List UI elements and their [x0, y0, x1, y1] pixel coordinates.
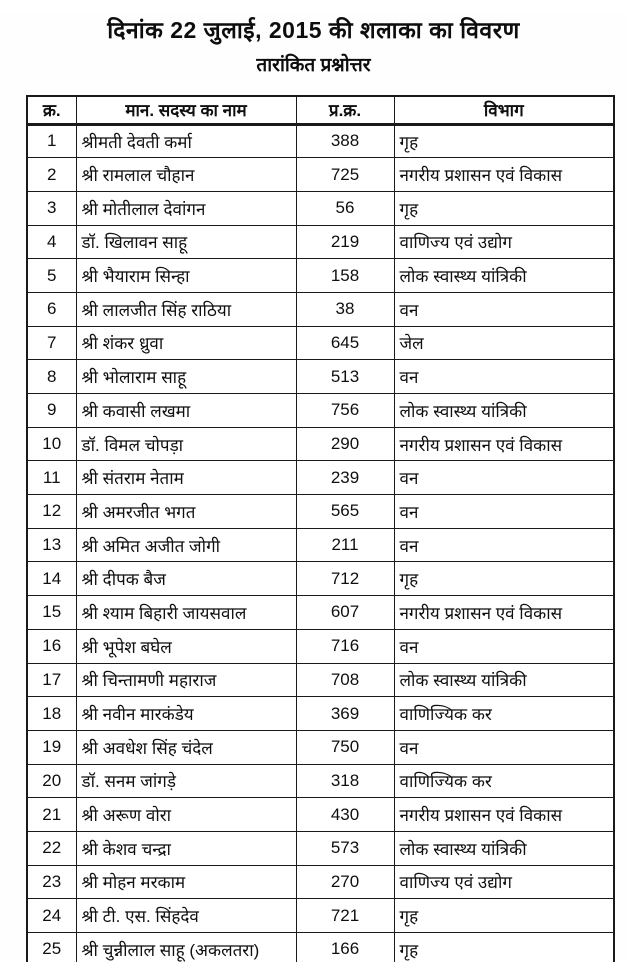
cell-question-number: 56: [296, 191, 394, 225]
cell-member-name: श्री चुन्नीलाल साहू (अकलतरा): [76, 933, 296, 962]
cell-member-name: श्री केशव चन्द्रा: [76, 831, 296, 865]
table-header: [27, 96, 614, 124]
cell-question-number: 750: [296, 730, 394, 764]
table-row: [27, 730, 614, 764]
cell-department: वन: [394, 495, 614, 529]
table-row: [27, 394, 614, 428]
cell-serial-number: 6: [27, 292, 76, 326]
cell-member-name: श्रीमती देवती कर्मा: [76, 124, 296, 158]
table-row: [27, 259, 614, 293]
cell-department: गृह: [394, 933, 614, 962]
table-header-row: [27, 96, 614, 124]
cell-member-name: श्री कवासी लखमा: [76, 394, 296, 428]
cell-department: वाणिज्यिक कर: [394, 697, 614, 731]
cell-department: लोक स्वास्थ्य यांत्रिकी: [394, 259, 614, 293]
table-row: [27, 191, 614, 225]
cell-question-number: 219: [296, 225, 394, 259]
cell-question-number: 211: [296, 528, 394, 562]
table-row: [27, 225, 614, 259]
table-row: [27, 495, 614, 529]
cell-question-number: 239: [296, 461, 394, 495]
question-details-table: [26, 95, 615, 962]
cell-serial-number: 19: [27, 730, 76, 764]
cell-member-name: श्री भूपेश बघेल: [76, 629, 296, 663]
table-row: [27, 865, 614, 899]
cell-question-number: 756: [296, 394, 394, 428]
table-row: [27, 764, 614, 798]
cell-serial-number: 10: [27, 427, 76, 461]
cell-serial-number: 8: [27, 360, 76, 394]
header-serial-number: क्र.: [27, 96, 76, 124]
table-row: [27, 831, 614, 865]
cell-member-name: डॉ. सनम जांगड़े: [76, 764, 296, 798]
cell-serial-number: 20: [27, 764, 76, 798]
cell-question-number: 712: [296, 562, 394, 596]
cell-department: वाणिज्य एवं उद्योग: [394, 225, 614, 259]
cell-department: वन: [394, 360, 614, 394]
table-row: [27, 596, 614, 630]
cell-question-number: 607: [296, 596, 394, 630]
document-page: [0, 13, 627, 962]
cell-serial-number: 13: [27, 528, 76, 562]
table-row: [27, 360, 614, 394]
cell-serial-number: 24: [27, 899, 76, 933]
table-row: [27, 697, 614, 731]
cell-department: वन: [394, 528, 614, 562]
cell-serial-number: 14: [27, 562, 76, 596]
header-department: विभाग: [394, 96, 614, 124]
cell-question-number: 388: [296, 124, 394, 158]
cell-member-name: श्री मोहन मरकाम: [76, 865, 296, 899]
cell-question-number: 318: [296, 764, 394, 798]
table-row: [27, 899, 614, 933]
cell-serial-number: 22: [27, 831, 76, 865]
cell-question-number: 708: [296, 663, 394, 697]
cell-serial-number: 21: [27, 798, 76, 832]
table-row: [27, 427, 614, 461]
cell-member-name: श्री नवीन मारकंडेय: [76, 697, 296, 731]
cell-serial-number: 25: [27, 933, 76, 962]
cell-question-number: 645: [296, 326, 394, 360]
cell-department: गृह: [394, 191, 614, 225]
cell-serial-number: 2: [27, 158, 76, 192]
header-member-name: मान. सदस्य का नाम: [76, 96, 296, 124]
cell-department: गृह: [394, 562, 614, 596]
table-row: [27, 158, 614, 192]
cell-serial-number: 9: [27, 394, 76, 428]
cell-member-name: श्री श्याम बिहारी जायसवाल: [76, 596, 296, 630]
table-row: [27, 798, 614, 832]
cell-question-number: 158: [296, 259, 394, 293]
cell-member-name: श्री चिन्तामणी महाराज: [76, 663, 296, 697]
cell-member-name: श्री रामलाल चौहान: [76, 158, 296, 192]
table-body: [27, 124, 614, 962]
cell-question-number: 573: [296, 831, 394, 865]
table-row: [27, 124, 614, 158]
cell-member-name: श्री अमित अजीत जोगी: [76, 528, 296, 562]
cell-department: नगरीय प्रशासन एवं विकास: [394, 158, 614, 192]
cell-serial-number: 5: [27, 259, 76, 293]
table-row: [27, 292, 614, 326]
cell-member-name: श्री अरूण वोरा: [76, 798, 296, 832]
cell-question-number: 721: [296, 899, 394, 933]
cell-department: लोक स्वास्थ्य यांत्रिकी: [394, 394, 614, 428]
cell-department: जेल: [394, 326, 614, 360]
cell-department: वाणिज्य एवं उद्योग: [394, 865, 614, 899]
table-row: [27, 461, 614, 495]
cell-question-number: 716: [296, 629, 394, 663]
cell-serial-number: 15: [27, 596, 76, 630]
cell-department: गृह: [394, 899, 614, 933]
cell-department: वन: [394, 292, 614, 326]
table-row: [27, 933, 614, 962]
table-row: [27, 326, 614, 360]
cell-question-number: 513: [296, 360, 394, 394]
cell-serial-number: 7: [27, 326, 76, 360]
cell-department: नगरीय प्रशासन एवं विकास: [394, 798, 614, 832]
cell-department: लोक स्वास्थ्य यांत्रिकी: [394, 831, 614, 865]
cell-question-number: 725: [296, 158, 394, 192]
cell-question-number: 270: [296, 865, 394, 899]
cell-question-number: 565: [296, 495, 394, 529]
cell-department: गृह: [394, 124, 614, 158]
cell-department: वाणिज्यिक कर: [394, 764, 614, 798]
cell-serial-number: 4: [27, 225, 76, 259]
cell-member-name: श्री संतराम नेताम: [76, 461, 296, 495]
cell-member-name: श्री मोतीलाल देवांगन: [76, 191, 296, 225]
cell-serial-number: 3: [27, 191, 76, 225]
cell-member-name: डॉ. विमल चोपड़ा: [76, 427, 296, 461]
cell-member-name: श्री भोलाराम साहू: [76, 360, 296, 394]
cell-member-name: श्री अमरजीत भगत: [76, 495, 296, 529]
cell-member-name: श्री दीपक बैज: [76, 562, 296, 596]
cell-member-name: डॉ. खिलावन साहू: [76, 225, 296, 259]
cell-member-name: श्री अवधेश सिंह चंदेल: [76, 730, 296, 764]
cell-question-number: 369: [296, 697, 394, 731]
cell-department: लोक स्वास्थ्य यांत्रिकी: [394, 663, 614, 697]
table-row: [27, 663, 614, 697]
cell-serial-number: 11: [27, 461, 76, 495]
cell-member-name: श्री शंकर ध्रुवा: [76, 326, 296, 360]
cell-question-number: 430: [296, 798, 394, 832]
cell-member-name: श्री टी. एस. सिंहदेव: [76, 899, 296, 933]
cell-question-number: 38: [296, 292, 394, 326]
table-row: [27, 528, 614, 562]
cell-department: वन: [394, 461, 614, 495]
cell-member-name: श्री भैयाराम सिन्हा: [76, 259, 296, 293]
cell-department: नगरीय प्रशासन एवं विकास: [394, 596, 614, 630]
page-title: दिनांक 22 जुलाई, 2015 की शलाका का विवरण: [107, 17, 520, 43]
cell-question-number: 290: [296, 427, 394, 461]
header-question-number: प्र.क्र.: [296, 96, 394, 124]
table-row: [27, 629, 614, 663]
cell-serial-number: 16: [27, 629, 76, 663]
cell-serial-number: 17: [27, 663, 76, 697]
cell-serial-number: 12: [27, 495, 76, 529]
cell-serial-number: 23: [27, 865, 76, 899]
table-row: [27, 562, 614, 596]
cell-serial-number: 1: [27, 124, 76, 158]
cell-question-number: 166: [296, 933, 394, 962]
cell-member-name: श्री लालजीत सिंह राठिया: [76, 292, 296, 326]
page-subtitle: तारांकित प्रश्नोत्तर: [256, 55, 371, 76]
cell-department: वन: [394, 730, 614, 764]
cell-department: वन: [394, 629, 614, 663]
cell-department: नगरीय प्रशासन एवं विकास: [394, 427, 614, 461]
cell-serial-number: 18: [27, 697, 76, 731]
